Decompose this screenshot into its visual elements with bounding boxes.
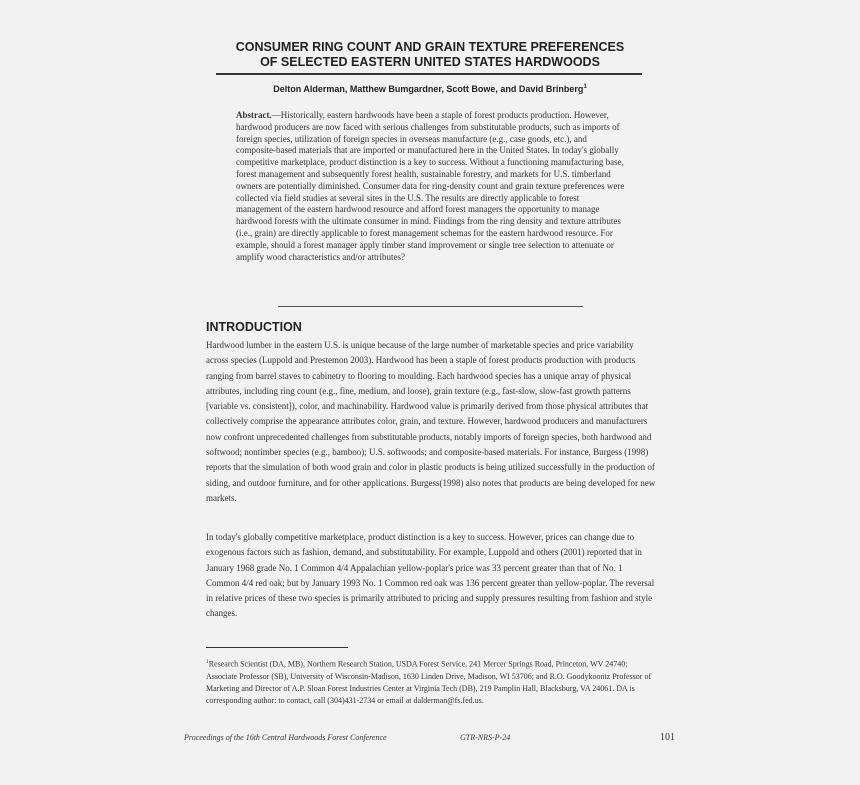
section-heading-introduction: INTRODUCTION — [206, 320, 302, 334]
abstract — [236, 110, 626, 263]
footnote-mark: 1 — [206, 659, 209, 665]
title-line-1: CONSUMER RING COUNT AND GRAIN TEXTURE PREFERENCES — [235, 40, 625, 54]
body-paragraph: In today's globally competitive marketplace, product distinction is a key to success. However, prices can change due to exogenous factors such as fashion, demand, and substitutability. For example, Luppold and others (2001) reported that in January 1968 grade No. 1 Common 4/4 Appalachian yellow-poplar's price was 33 percent greater than that of No. 1 Common 4/4 red oak; but by January 1993 No. 1 Common red oak was 136 percent greater than yellow-poplar. The reversal in relative prices of these two species is primarily attributed to pricing and supply pressures resulting from fashion and style changes. — [206, 532, 655, 619]
title-rule — [216, 73, 642, 75]
title-line-2: OF SELECTED EASTERN UNITED STATES HARDWOODS — [260, 55, 600, 69]
footnote — [206, 656, 658, 707]
abstract-label: Abstract. — [236, 110, 272, 120]
page-number: 101 — [660, 732, 675, 743]
author-footnote-mark: 1 — [583, 84, 587, 90]
body-paragraph: Hardwood lumber in the eastern U.S. is unique because of the large number of marketable species and price variability across species (Luppold and Prestemon 2003). Hardwood has been a staple of forest products production with products ranging from barrel staves to cabinetry to flooring to moulding. Each hardwood species has a unique array of physical attributes, including ring count (e.g., fine, medium, and loose), grain texture (e.g., fast-slow, slow-fast growth patterns [variable vs. consistent]), color, and machinability. Hardwood value is primarily derived from those physical attributes that collectively comprise the appearance attributes color, grain, and texture. However, hardwood producers and manufacturers now confront unprecedented challenges from substitutable products, notably imports of foreign species, both hardwood and softwood; nontimber species (e.g., bamboo); U.S. softwoods; and composite-based materials. For instance, Burgess (1998) reports that the simulation of both wood grain and color in plastic products is being utilized successfully in the production of siding, and outdoor furniture, and for other applications. Burgess(1998) also notes that products are being developed for new markets. — [206, 340, 656, 503]
footnote-rule — [206, 647, 348, 648]
footnote-text: Research Scientist (DA, MB), Northern Research Station, USDA Forest Service, 241 Mercer Springs Road, Princeton, WV 24740; Associate Professor (SB), University of Wisconsin-Madison, 1630 Linden Drive, Madison, WI 53706; and R.O. Goodykoontz Professor of Marketing and Director of A.P. Sloan Forest Industries Center at Virginia Tech (DB), 219 Pamplin Hall, Blacksburg, VA 24061. DA is corresponding author: to contact, call (304)431-2734 or email at dalderman@fs.fed.us. — [206, 659, 652, 706]
abstract-text: —Historically, eastern hardwoods have been a staple of forest products production. However, hardwood producers are now faced with serious challenges from substitutable products, such as imports of foreign species, utilization of foreign species in overseas manufacture (e.g., case goods, etc.), and composite-based materials that are imported or manufactured here in the United States. In today's globally competitive marketplace, product distinction is a key to success. Without a functioning manufacturing base, forest management and subsequently forest health, sustainable forestry, and markets for U.S. timberland owners are potentially diminished. Consumer data for ring-density count and grain texture preferences were collected via field studies at several sites in the U.S. The results are directly applicable to forest management of the eastern hardwood resource and afford forest managers the opportunity to manage hardwood forests with the ultimate consumer in mind. Findings from the ring density and texture attributes (i.e., grain) are directly applicable to forest management schemas for the eastern hardwood resource. For example, should a forest manager apply timber stand improvement or single tree selection to attenuate or amplify wood characteristics and/or attributes? — [236, 110, 625, 262]
footer-report-number: GTR-NRS-P-24 — [460, 733, 511, 742]
author-list — [150, 84, 710, 94]
paper-title — [150, 40, 710, 70]
authors-text: Delton Alderman, Matthew Bumgardner, Scott Bowe, and David Brinberg — [273, 84, 584, 94]
footer-proceedings: Proceedings of the 16th Central Hardwoods Forest Conference — [184, 733, 387, 742]
abstract-rule — [278, 306, 583, 307]
